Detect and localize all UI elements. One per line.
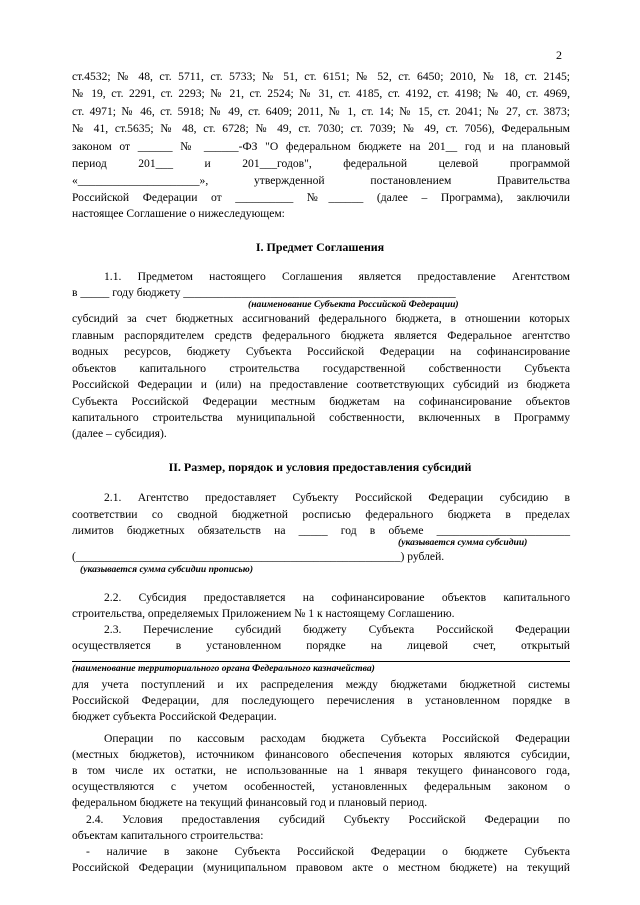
section-1-body-line: объектов капитального строительства государственной собственности Субъекта xyxy=(72,362,570,375)
paragraph-2-1-line: соответствии со сводной бюджетной росписью федерального бюджета в пределах xyxy=(72,508,570,521)
paragraph-2-4-line: объектам капитального строительства: xyxy=(72,829,264,842)
paragraph-1-1-line: 1.1. Предметом настоящего Соглашения является предоставление Агентством xyxy=(104,270,570,283)
section-1-body-line: Субъекта Российской Федерации местным бюджетам на софинансирование объектов xyxy=(72,395,570,408)
paragraph-2-4-line: Российской Федерации (муниципальном правовом акте о местном бюджете) на текущий xyxy=(72,861,570,874)
paragraph-2-3-line: осуществляется в установленном порядке на лицевой счет, открытый xyxy=(72,639,570,652)
operations-paragraph-line: федеральном бюджете на текущий финансовый год и плановый период. xyxy=(72,796,428,809)
intro-line: Российской Федерации от __________ №______ (далее – Программа), заключили xyxy=(72,191,570,204)
intro-line: № 41, ст.5635; № 48, ст. 6728; № 49, ст. 7030; ст. 7039; № 49, ст. 7056), Федеральным xyxy=(72,122,570,135)
intro-line: период 201___ и 201___годов", федеральной целевой программой xyxy=(72,157,570,170)
caption-subsidy-amount-words: (указывается сумма субсидии прописью) xyxy=(80,564,254,575)
intro-line: законом от ______ № ______-ФЗ "О федеральном бюджете на 201__ год и на плановый xyxy=(72,140,570,153)
section-1-body-line: (далее – субсидия). xyxy=(72,427,167,440)
section-1-body-line: Российской Федерации и (или) на предоставление соответствующих субсидий из бюджета xyxy=(72,378,570,391)
paragraph-2-4-line: - наличие в законе Субъекта Российской Федерации о бюджете Субъекта xyxy=(86,845,570,858)
intro-line: ст. 4971; № 46, ст. 5918; № 49, ст. 6409; 2011, № 1, ст. 14; № 15, ст. 2041; № 27, ст. 3873; xyxy=(72,105,570,118)
paragraph-2-3-line: для учета поступлений и их распределения между бюджетами бюджетной системы xyxy=(72,678,570,691)
caption-treasury-body: (наименование территориального органа Федерального казначейства) xyxy=(72,663,375,674)
paragraph-1-1-line: в _____ году бюджету _______________________________________________ xyxy=(72,286,456,299)
operations-paragraph-line: (местных бюджетов), источником финансового обеспечения которых являются субсидии, xyxy=(72,748,570,761)
operations-paragraph-line: в том числе их остатки, не использованные на 1 января текущего финансового года, xyxy=(72,764,570,777)
caption-subject-name: (наименование Субъекта Российской Федерации) xyxy=(248,299,459,310)
paragraph-2-3-line: Российской Федерации, для последующего перечисления в установленном порядке в xyxy=(72,694,570,707)
paragraph-2-2-line: 2.2. Субсидия предоставляется на софинансирование объектов капитального xyxy=(104,591,570,604)
intro-line: настоящее Соглашение о нижеследующем: xyxy=(72,207,285,220)
section-1-body-line: водных ресурсов, бюджету Субъекта Российской Федерации на софинансирование xyxy=(72,345,570,358)
section-1-body-line: капитального строительства муниципальной собственности, включенных в Программу xyxy=(72,411,570,424)
page-number: 2 xyxy=(556,48,562,62)
paragraph-2-4-line: 2.4. Условия предоставления субсидий Субъекту Российской Федерации по xyxy=(86,813,570,826)
paragraph-2-3-line: 2.3. Перечисление субсидий бюджету Субъекта Российской Федерации xyxy=(104,623,570,636)
caption-subsidy-amount: (указывается сумма субсидии) xyxy=(398,537,528,548)
intro-line: № 19, ст. 2291, ст. 2293; № 21, ст. 2524; № 31, ст. 4185, ст. 4192, ст. 4198; № 40, ст. 4969, xyxy=(72,87,570,100)
treasury-blank-line xyxy=(72,661,570,662)
intro-line: «_____________________», утвержденной постановлением Правительства xyxy=(72,174,570,187)
paragraph-2-1-line: лимитов бюджетных обязательств на _____ год в объеме _______________________ xyxy=(72,524,570,537)
section-1-body-line: главным распорядителем средств федерального бюджета является Федеральное агентство xyxy=(72,329,570,342)
paragraph-2-2-line: строительства, определяемых Приложением № 1 к настоящему Соглашению. xyxy=(72,607,455,620)
section-2-heading: II. Размер, порядок и условия предоставления субсидий xyxy=(168,460,472,474)
operations-paragraph-line: Операции по кассовым расходам бюджета Субъекта Российской Федерации xyxy=(104,732,570,745)
intro-line: ст.4532; № 48, ст. 5711, ст. 5733; № 51, ст. 6151; № 52, ст. 6450; 2010, № 18, ст. 2145; xyxy=(72,70,570,83)
operations-paragraph-line: осуществляются с учетом особенностей, установленных федеральным законом о xyxy=(72,780,570,793)
paragraph-2-1-line: 2.1. Агентство предоставляет Субъекту Российской Федерации субсидию в xyxy=(104,491,570,504)
section-1-heading: I. Предмет Соглашения xyxy=(255,240,385,254)
paragraph-2-3-line: бюджет субъекта Российской Федерации. xyxy=(72,710,277,723)
subsidy-amount-words-line: (________________________________________________________) рублей. xyxy=(72,550,445,563)
section-1-body-line: субсидий за счет бюджетных ассигнований федерального бюджета, в отношении которых xyxy=(72,312,570,325)
